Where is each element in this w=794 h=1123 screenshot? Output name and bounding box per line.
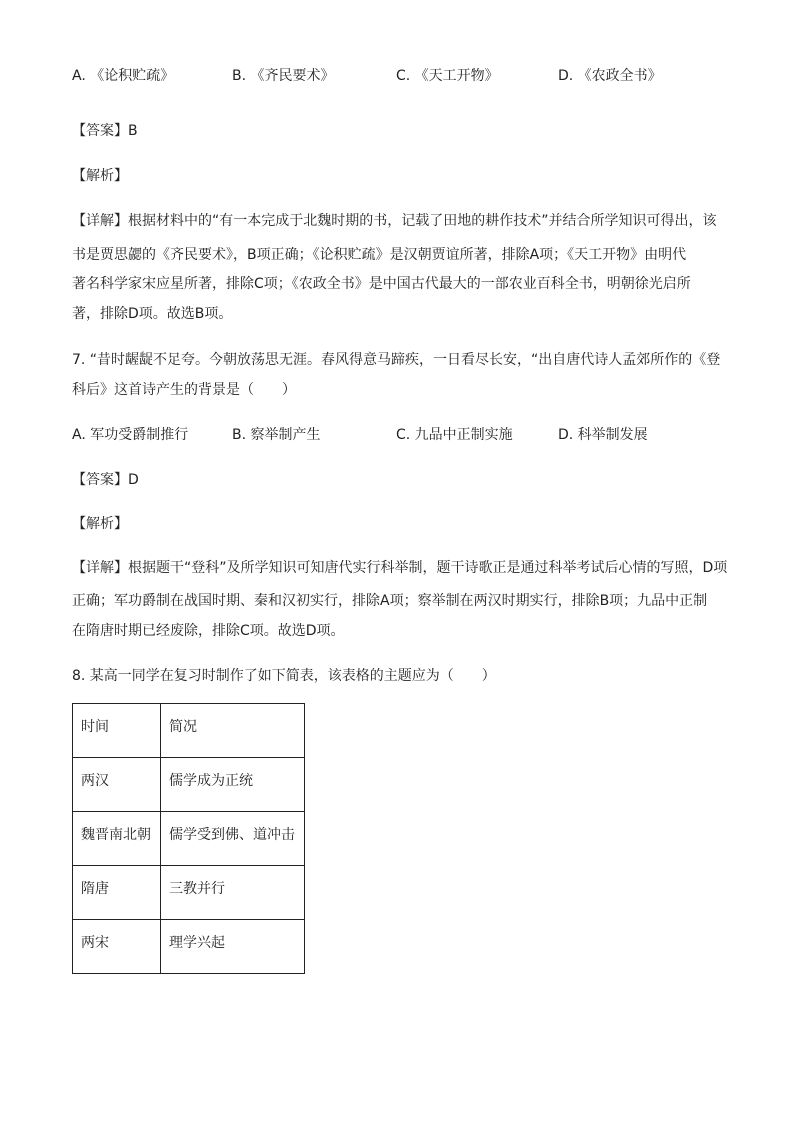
q6-detail-line-3: 著名科学家宋应星所著，排除C项；《农政全书》是中国古代最大的一部农业百科全书，明朝徐光启所 bbox=[72, 276, 691, 292]
table-row bbox=[73, 866, 305, 920]
q7-analysis-label: 【解析】 bbox=[72, 516, 128, 532]
q6-detail-line-2: 书是贾思勰的《齐民要术》，B项正确；《论积贮疏》是汉朝贾谊所著，排除A项；《天工开物》由明代 bbox=[72, 247, 687, 263]
table-header-row bbox=[73, 704, 305, 758]
table-cell: 隋唐 bbox=[73, 866, 161, 920]
q7-option-b[interactable]: B. 察举制产生 bbox=[232, 427, 321, 443]
q7-stem-line-1: 7. “昔时龌龊不足夸。今朝放荡思无涯。春风得意马蹄疾，一日看尽长安，“出自唐代诗人孟郊所作的《登 bbox=[72, 352, 721, 368]
table-cell: 两宋 bbox=[73, 920, 161, 974]
table-header-cell: 简况 bbox=[161, 704, 305, 758]
q6-analysis-label: 【解析】 bbox=[72, 168, 128, 184]
table-cell: 儒学成为正统 bbox=[161, 758, 305, 812]
q6-option-b[interactable]: B. 《齐民要术》 bbox=[232, 68, 335, 84]
q7-option-c[interactable]: C. 九品中正制实施 bbox=[396, 427, 513, 443]
table-cell: 魏晋南北朝 bbox=[73, 812, 161, 866]
q7-answer: 【答案】D bbox=[72, 472, 139, 488]
q6-detail-line-4: 著，排除D项。故选B项。 bbox=[72, 306, 233, 322]
q6-option-d[interactable]: D. 《农政全书》 bbox=[558, 68, 662, 84]
table-cell: 两汉 bbox=[73, 758, 161, 812]
table-row bbox=[73, 812, 305, 866]
summary-table bbox=[72, 703, 305, 974]
q6-detail-line-1: 【详解】根据材料中的“有一本完成于北魏时期的书，记载了田地的耕作技术”并结合所学知识可得出，该 bbox=[72, 213, 717, 229]
q7-stem-line-2: 科后》这首诗产生的背景是（ ） bbox=[72, 382, 296, 398]
q7-option-d[interactable]: D. 科举制发展 bbox=[558, 427, 648, 443]
table-row bbox=[73, 758, 305, 812]
q6-option-a[interactable]: A. 《论积贮疏》 bbox=[72, 68, 175, 84]
q7-option-a[interactable]: A. 军功受爵制推行 bbox=[72, 427, 189, 443]
q7-detail-line-1: 【详解】根据题干“登科”及所学知识可知唐代实行科举制，题干诗歌正是通过科举考试后心情的写照，D项 bbox=[72, 560, 728, 576]
table-header-cell: 时间 bbox=[73, 704, 161, 758]
table-cell: 理学兴起 bbox=[161, 920, 305, 974]
q7-detail-line-2: 正确；军功爵制在战国时期、秦和汉初实行，排除A项；察举制在两汉时期实行，排除B项；九品中正制 bbox=[72, 593, 708, 609]
q8-stem: 8. 某高一同学在复习时制作了如下简表，该表格的主题应为（ ） bbox=[72, 668, 496, 684]
q7-detail-line-3: 在隋唐时期已经废除，排除C项。故选D项。 bbox=[72, 623, 345, 639]
table-cell: 三教并行 bbox=[161, 866, 305, 920]
table-row bbox=[73, 920, 305, 974]
q6-option-c[interactable]: C. 《天工开物》 bbox=[396, 68, 499, 84]
table-cell: 儒学受到佛、道冲击 bbox=[161, 812, 305, 866]
q6-answer: 【答案】B bbox=[72, 123, 138, 139]
